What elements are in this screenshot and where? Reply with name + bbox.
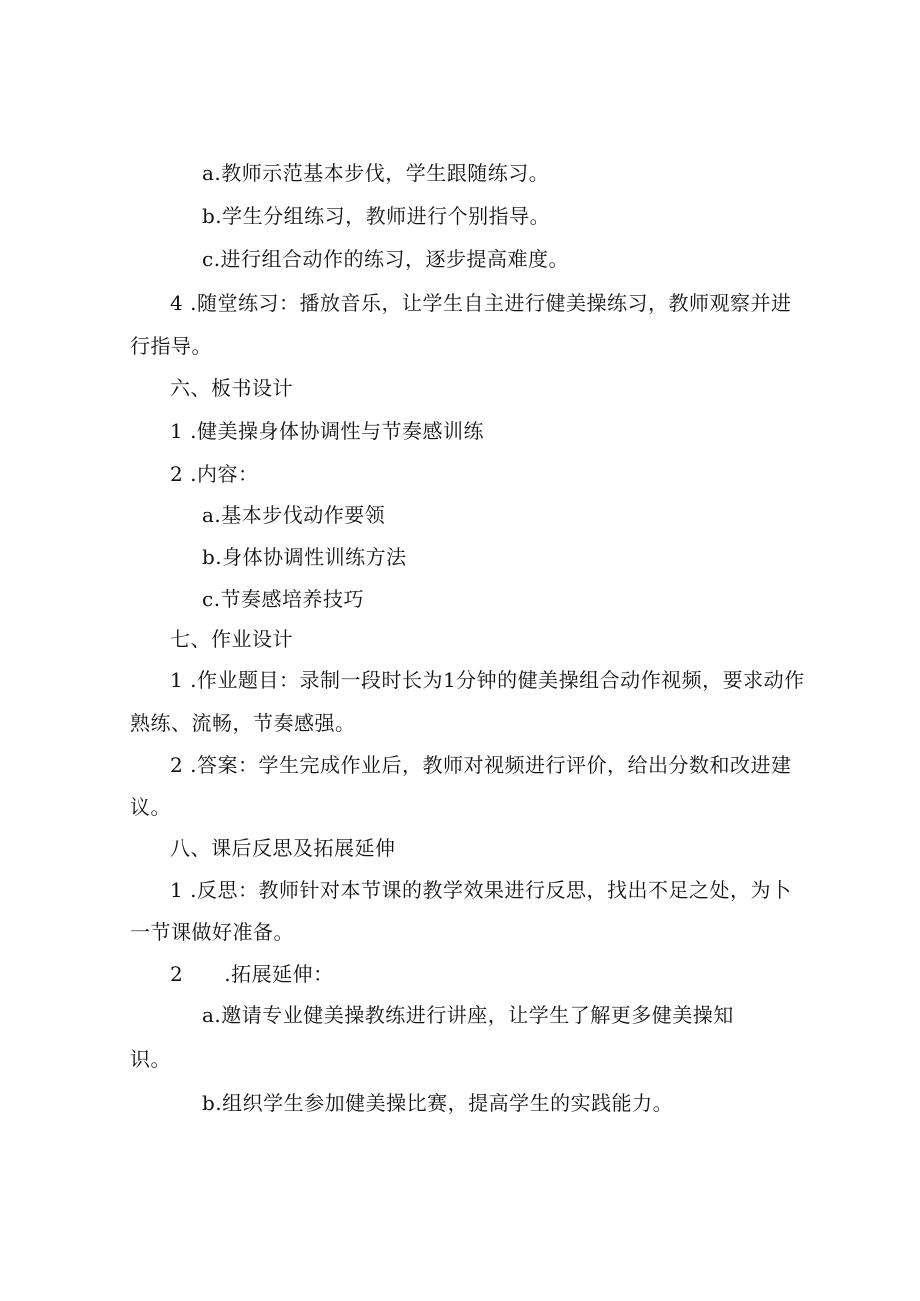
paragraph-4: 4 .随堂练习：播放音乐，让学生自主进行健美操练习，教师观察并进: [170, 291, 792, 315]
list-item-c: c.节奏感培养技巧: [202, 587, 365, 611]
paragraph-2-continued: 议。: [130, 795, 171, 819]
paragraph-1-continued: 一节课做好准备。: [130, 920, 294, 944]
list-item-a: a.教师示范基本步伐，学生跟随练习。: [202, 161, 550, 185]
list-item-b: b.组织学生参加健美操比赛，提高学生的实践能力。: [202, 1091, 674, 1115]
paragraph-2: 2 .内容：: [170, 462, 259, 486]
list-item-c: c.进行组合动作的练习，逐步提高难度。: [202, 247, 570, 271]
list-item-a-continued: 识。: [130, 1047, 171, 1071]
list-item-a: a.基本步伐动作要领: [202, 503, 386, 527]
list-item-b: b.身体协调性训练方法: [202, 545, 407, 569]
list-item-a: a.邀请专业健美操教练进行讲座，让学生了解更多健美操知: [202, 1003, 734, 1027]
list-item-b: b.学生分组练习，教师进行个别指导。: [202, 204, 551, 228]
paragraph-2: 2 .拓展延伸：: [170, 962, 334, 986]
section-heading-6: 六、板书设计: [170, 376, 293, 400]
paragraph-1: 1 .作业题目：录制一段时长为1分钟的健美操组合动作视频，要求动作: [170, 668, 805, 692]
paragraph-1: 1 .反思：教师针对本节课的教学效果进行反思，找出不足之处，为卜: [170, 878, 792, 902]
paragraph-4-continued: 行指导。: [130, 334, 212, 358]
paragraph-2: 2 .答案：学生完成作业后，教师对视频进行评价，给出分数和改进建: [170, 753, 792, 777]
paragraph-1-continued: 熟练、流畅，节奏感强。: [130, 711, 356, 735]
paragraph-1: 1 .健美操身体协调性与节奏感训练: [170, 419, 484, 443]
section-heading-7: 七、作业设计: [170, 627, 293, 651]
section-heading-8: 八、课后反思及拓展延伸: [170, 836, 396, 860]
